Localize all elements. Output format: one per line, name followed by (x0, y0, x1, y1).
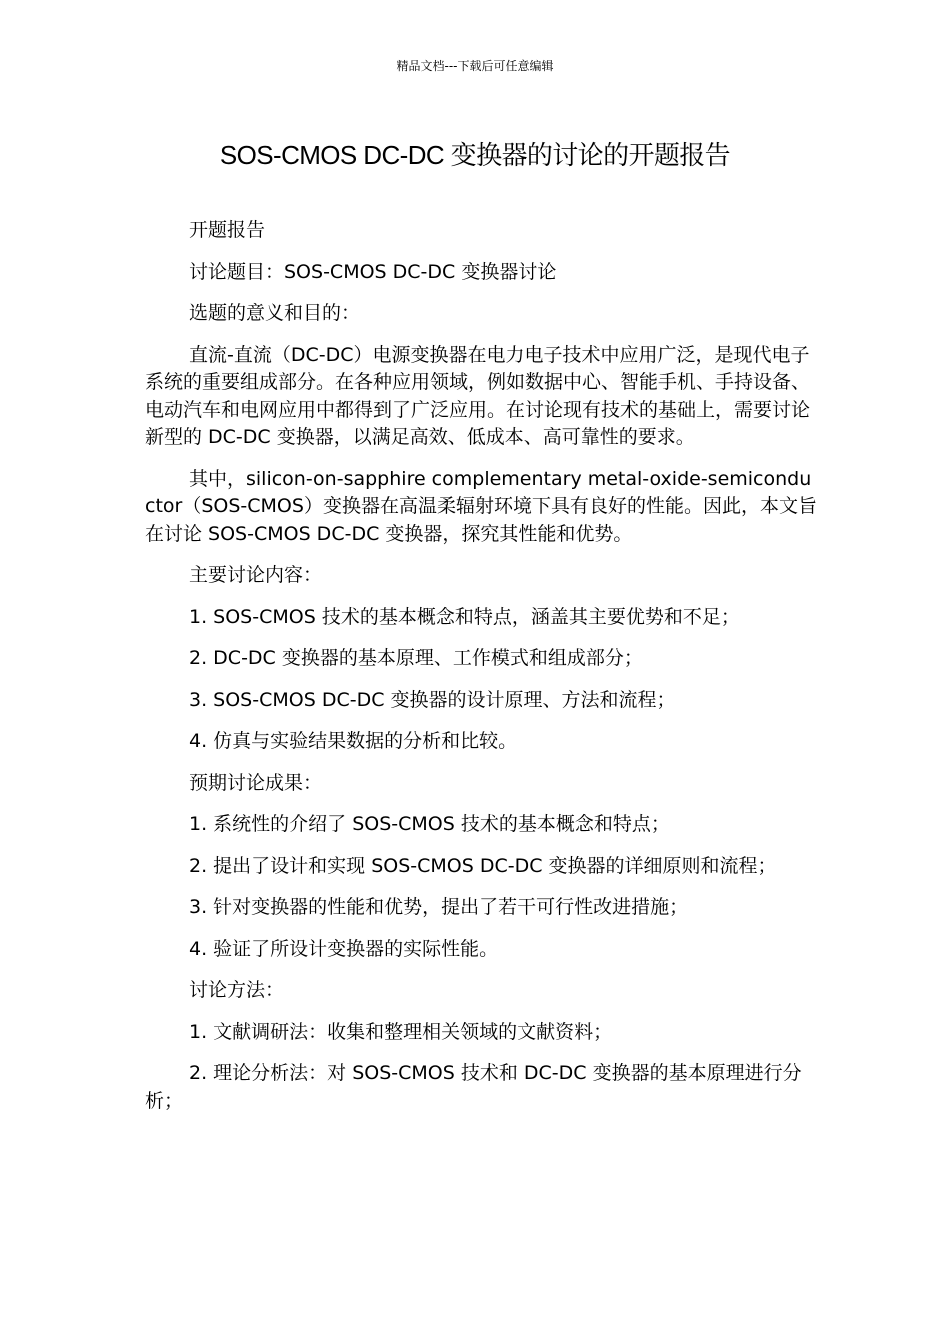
list-item-methods-2: 2. 理论分析法：对 SOS-CMOS 技术和 DC-DC 变换器的基本原理进行分析； (145, 1062, 802, 1112)
topic-line: 讨论题目：SOS-CMOS DC-DC 变换器讨论 (189, 260, 557, 283)
list-item-methods-1: 1. 文献调研法：收集和整理相关领域的文献资料； (189, 1020, 613, 1043)
list-item-results-4: 4. 验证了所设计变换器的实际性能。 (189, 937, 499, 960)
list-item-results-1: 1. 系统性的介绍了 SOS-CMOS 技术的基本概念和特点； (189, 813, 670, 835)
list-item-results-2: 2. 提出了设计和实现 SOS-CMOS DC-DC 变换器的详细原则和流程； (189, 854, 777, 877)
list-item-content-1: 1. SOS-CMOS 技术的基本概念和特点，涵盖其主要优势和不足； (189, 605, 740, 628)
section-heading-content: 主要讨论内容： (189, 564, 323, 586)
section-heading-purpose: 选题的意义和目的： (189, 302, 361, 324)
paragraph-sos-cmos: 其中，silicon-on-sapphire complementary metal-oxide-semiconductor（SOS-CMOS）变换器在高温柔辐射环境下具有良好的性能。因此，本文旨在讨论 SOS-CMOS DC-DC 变换器，探究其性能和优势。 (145, 467, 817, 545)
document-body (145, 217, 817, 1115)
section-heading-results: 预期讨论成果： (189, 771, 323, 794)
section-heading-methods: 讨论方法： (189, 979, 285, 1001)
header-note: 精品文档---下载后可任意编辑 (396, 59, 554, 73)
list-item-results-3: 3. 针对变换器的性能和优势，提出了若干可行性改进措施； (189, 896, 689, 918)
paragraph-background: 直流-直流（DC-DC）电源变换器在电力电子技术中应用广泛，是现代电子系统的重要组成部分。在各种应用领域，例如数据中心、智能手机、手持设备、电动汽车和电网应用中都得到了广泛应用。在讨论现有技术的基础上，需要讨论新型的 DC-DC 变换器，以满足高效、低成本、高可靠性的要求。 (145, 343, 811, 448)
document-title: SOS-CMOS DC-DC 变换器的讨论的开题报告 (219, 140, 731, 170)
list-item-content-3: 3. SOS-CMOS DC-DC 变换器的设计原理、方法和流程； (189, 688, 676, 711)
list-item-content-2: 2. DC-DC 变换器的基本原理、工作模式和组成部分； (189, 647, 643, 669)
list-item-content-4: 4. 仿真与实验结果数据的分析和比较。 (189, 730, 518, 752)
heading-proposal: 开题报告 (189, 219, 266, 241)
